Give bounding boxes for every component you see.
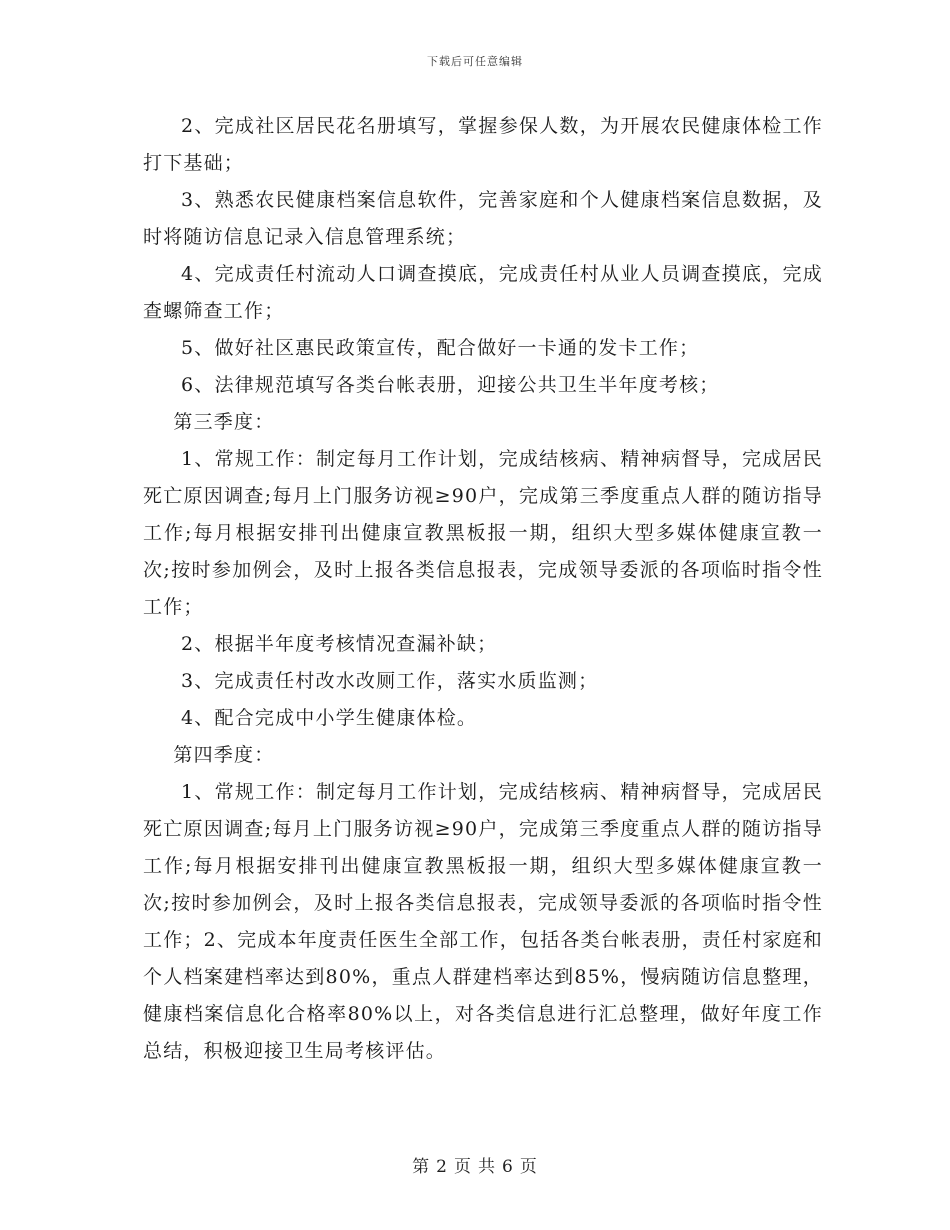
footer-mid: 页: [454, 1157, 472, 1177]
section-heading-q4: 第四季度：: [173, 744, 275, 766]
paragraph-item-4: 4、完成责任村流动人口调查摸底，完成责任村从业人员调查摸底，完成查螺筛查工作；: [143, 263, 823, 322]
paragraph-q3-item-2: 2、根据半年度考核情况查漏补缺；: [181, 633, 498, 655]
paragraph-item-5: 5、做好社区惠民政策宣传，配合做好一卡通的发卡工作；: [181, 337, 700, 359]
paragraph-q3-item-1: 1、常规工作：制定每月工作计划，完成结核病、精神病督导，完成居民死亡原因调查;每月上门服务访视≥90户，完成第三季度重点人群的随访指导工作;每月根据安排刊出健康宣教黑板报一期，组织大型多媒体健康宣教一次;按时参加例会，及时上报各类信息报表，完成领导委派的各项临时指令性工作；: [143, 448, 823, 618]
paragraph-q4-item-1: 1、常规工作：制定每月工作计划，完成结核病、精神病督导，完成居民死亡原因调查;每月上门服务访视≥90户，完成第三季度重点人群的随访指导工作;每月根据安排刊出健康宣教黑板报一期，组织大型多媒体健康宣教一次;按时参加例会，及时上报各类信息报表，完成领导委派的各项临时指令性工作；2、完成本年度责任医生全部工作，包括各类台帐表册，责任村家庭和个人档案建档率达到80%，重点人群建档率达到85%，慢病随访信息整理，健康档案信息化合格率80%以上，对各类信息进行汇总整理，做好年度工作总结，积极迎接卫生局考核评估。: [143, 781, 823, 1062]
footer-prefix: 第: [412, 1157, 431, 1177]
paragraph-item-2: 2、完成社区居民花名册填写，掌握参保人数，为开展农民健康体检工作打下基础；: [143, 115, 823, 174]
footer-page-number: 2: [436, 1157, 448, 1177]
footer-total-label: 共: [478, 1157, 496, 1177]
footer-total-pages: 6: [502, 1157, 514, 1177]
header-note: 下载后可任意编辑: [427, 55, 523, 68]
paragraph-item-6: 6、法律规范填写各类台帐表册，迎接公共卫生半年度考核；: [181, 374, 720, 396]
document-body: [143, 108, 823, 1070]
page-footer: [0, 1152, 950, 1177]
section-heading-q3: 第三季度：: [173, 411, 275, 433]
paragraph-item-3: 3、熟悉农民健康档案信息软件，完善家庭和个人健康档案信息数据，及时将随访信息记录入信息管理系统；: [143, 189, 823, 248]
paragraph-q3-item-3: 3、完成责任村改水改厕工作，落实水质监测；: [181, 670, 599, 692]
footer-suffix: 页: [519, 1157, 538, 1177]
paragraph-q3-item-4: 4、配合完成中小学生健康体检。: [181, 707, 478, 729]
